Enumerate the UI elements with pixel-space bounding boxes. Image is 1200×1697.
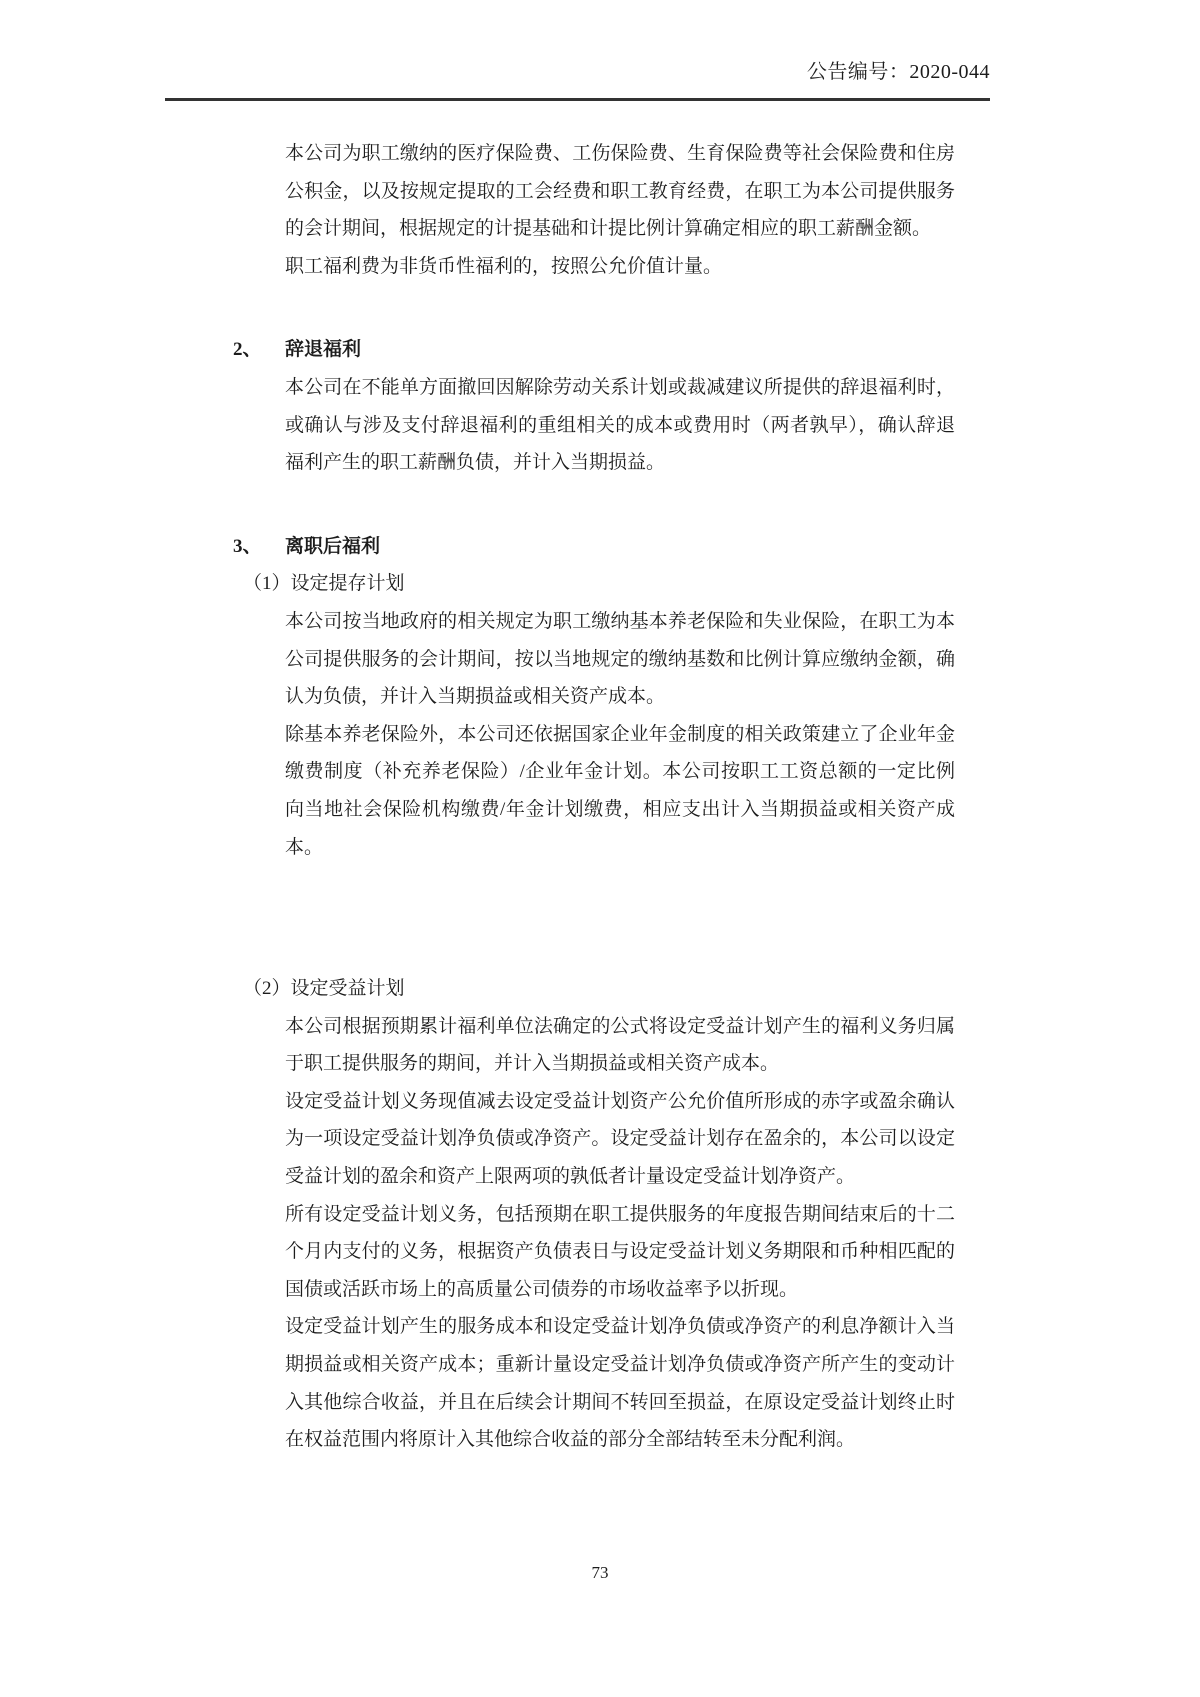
page-number: 73 [591,1563,609,1582]
paragraph: 设定受益计划义务现值减去设定受益计划资产公允价值所形成的赤字或盈余确认为一项设定受益计划净负债或净资产。设定受益计划存在盈余的，本公司以设定受益计划的盈余和资产上限两项的孰低者计量设定受益计划净资产。 [285,1090,955,1188]
subsection-heading: （2）设定受益计划 [243,978,405,1000]
section-number: 3、 [233,535,262,557]
paragraph: 除基本养老保险外，本公司还依据国家企业年金制度的相关政策建立了企业年金缴费制度（补充养老保险）/企业年金计划。本公司按职工工资总额的一定比例向当地社会保险机构缴费/年金计划缴费，相应支出计入当期损益或相关资产成本。 [285,723,955,858]
paragraph: 本公司为职工缴纳的医疗保险费、工伤保险费、生育保险费等社会保险费和住房公积金，以及按规定提取的工会经费和职工教育经费，在职工为本公司提供服务的会计期间，根据规定的计提基础和计提比例计算确定相应的职工薪酬金额。 [285,143,955,240]
paragraph: 本公司根据预期累计福利单位法确定的公式将设定受益计划产生的福利义务归属于职工提供服务的期间，并计入当期损益或相关资产成本。 [285,1015,955,1075]
document-blocks [233,135,955,1459]
section-heading [233,331,955,369]
page-header [165,58,990,101]
paragraph: 本公司在不能单方面撤回因解除劳动关系计划或裁减建议所提供的辞退福利时，或确认与涉及支付辞退福利的重组相关的成本或费用时（两者孰早），确认辞退福利产生的职工薪酬负债，并计入当期损益。 [285,376,955,474]
paragraph: 设定受益计划产生的服务成本和设定受益计划净负债或净资产的利息净额计入当期损益或相关资产成本；重新计量设定受益计划净负债或净资产所产生的变动计入其他综合收益，并且在后续会计期间不转回至损益，在原设定受益计划终止时在权益范围内将原计入其他综合收益的部分全部结转至未分配利润。 [285,1316,955,1451]
paragraph: 本公司按当地政府的相关规定为职工缴纳基本养老保险和失业保险，在职工为本公司提供服务的会计期间，按以当地规定的缴纳基数和比例计算应缴纳金额，确认为负债，并计入当期损益或相关资产成本。 [285,610,955,708]
announcement-number: 公告编号：2020-044 [806,61,990,83]
section-number: 2、 [233,339,262,361]
section-heading [233,528,955,566]
page-footer [0,1561,1200,1585]
subsection-heading: （1）设定提存计划 [243,573,405,595]
section-title: 离职后福利 [285,535,381,557]
section-title: 辞退福利 [285,339,362,361]
paragraph: 职工福利费为非货币性福利的，按照公允价值计量。 [285,255,723,277]
paragraph: 所有设定受益计划义务，包括预期在职工提供服务的年度报告期间结束后的十二个月内支付的义务，根据资产负债表日与设定受益计划义务期限和币种相匹配的国债或活跃市场上的高质量公司债券的市场收益率予以折现。 [285,1203,955,1300]
